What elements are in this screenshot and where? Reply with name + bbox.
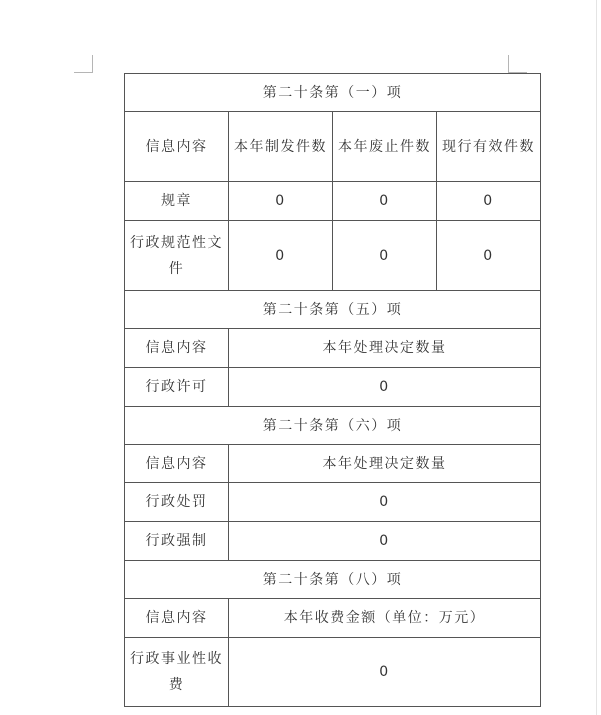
page-edge [596,0,597,715]
table-row [125,638,541,707]
table-row [125,221,541,291]
column-header-count: 本年处理决定数量 [229,329,541,368]
cell-value: 0 [229,221,333,291]
cell-value: 0 [229,368,541,407]
column-header-row [125,599,541,638]
section-heading-row [125,561,541,599]
table-row [125,368,541,407]
cell-value: 0 [229,638,541,707]
row-label: 行政规范性文件 [125,221,229,291]
row-label: 行政许可 [125,368,229,407]
row-label: 行政强制 [125,522,229,561]
cell-value: 0 [229,483,541,522]
section-heading: 第二十条第（一）项 [125,74,541,112]
section-heading: 第二十条第（八）项 [125,561,541,599]
section-heading-row [125,291,541,329]
column-header-info: 信息内容 [125,112,229,182]
cell-value: 0 [333,221,437,291]
table-row [125,522,541,561]
section-heading: 第二十条第（五）项 [125,291,541,329]
column-header-repealed: 本年废止件数 [333,112,437,182]
table-row [125,182,541,221]
section-heading: 第二十条第（六）项 [125,407,541,445]
cell-value: 0 [333,182,437,221]
section-heading-row [125,407,541,445]
crop-mark-top-left-horizontal [74,72,93,73]
row-label: 行政事业性收费 [125,638,229,707]
cell-value: 0 [229,522,541,561]
column-header-info: 信息内容 [125,445,229,483]
column-header-row [125,445,541,483]
column-header-count: 本年处理决定数量 [229,445,541,483]
table-row [125,483,541,522]
column-header-valid: 现行有效件数 [437,112,541,182]
crop-mark-top-left [92,55,93,73]
cell-value: 0 [229,182,333,221]
column-header-issued: 本年制发件数 [229,112,333,182]
disclosure-table [124,73,541,707]
cell-value: 0 [437,182,541,221]
column-header-row [125,112,541,182]
crop-mark-top-right [508,55,509,73]
column-header-amount: 本年收费金额（单位：万元） [229,599,541,638]
column-header-info: 信息内容 [125,329,229,368]
column-header-info: 信息内容 [125,599,229,638]
column-header-row [125,329,541,368]
cell-value: 0 [437,221,541,291]
row-label: 行政处罚 [125,483,229,522]
row-label: 规章 [125,182,229,221]
section-heading-row [125,74,541,112]
